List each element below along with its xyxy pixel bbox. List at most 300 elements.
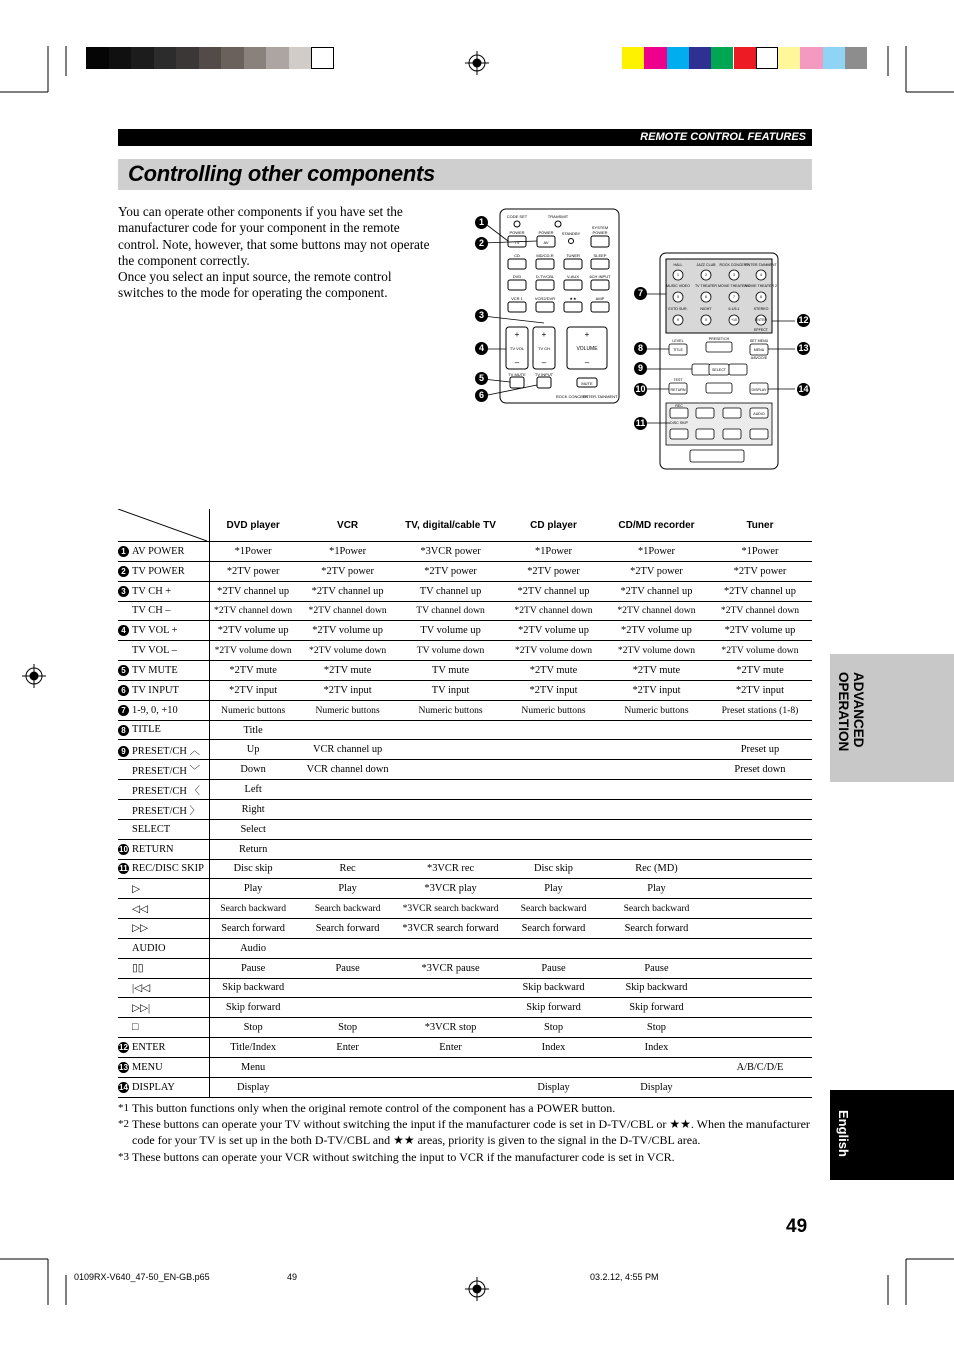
row-number-badge — [118, 645, 129, 656]
row-number-badge: 9 — [118, 746, 129, 757]
table-row — [118, 601, 812, 621]
remote-label: + — [584, 330, 590, 339]
language-tab — [830, 1090, 954, 1180]
registration-mark-bottom — [465, 1277, 489, 1301]
table-cell: Audio — [210, 938, 296, 958]
remote-label: + — [514, 330, 520, 339]
table-cell — [708, 720, 812, 740]
remote-label: POWER — [592, 230, 608, 235]
remote-label: ★★ — [569, 296, 577, 301]
function-cell — [118, 601, 210, 621]
table-cell — [296, 1057, 399, 1077]
callout-5: 5 — [475, 372, 488, 385]
table-row — [118, 1057, 812, 1077]
row-number-badge — [118, 904, 129, 915]
remote-label: ROCK CONCERT — [719, 263, 749, 267]
side-tab-label: ADVANCED OPERATION — [836, 672, 866, 752]
color-swatch — [845, 47, 867, 69]
table-cell: *2TV power — [708, 561, 812, 581]
function-label: RETURN — [132, 843, 174, 855]
table-cell: Search forward — [605, 919, 708, 939]
callout-9: 9 — [634, 362, 647, 375]
table-cell — [502, 780, 605, 800]
remote-label: + — [541, 330, 547, 339]
remote-label: TV — [514, 240, 520, 245]
table-cell: Up — [210, 740, 296, 760]
table-cell: *2TV mute — [708, 661, 812, 681]
function-cell — [118, 720, 210, 740]
table-cell: *2TV volume up — [502, 621, 605, 641]
table-cell: Play — [296, 879, 399, 899]
remote-label: TRANSMIT — [547, 214, 569, 219]
table-cell: Pause — [210, 958, 296, 978]
gray-swatch — [109, 47, 132, 69]
function-label: TITLE — [132, 724, 161, 736]
remote-label: POWER — [538, 230, 554, 235]
table-row — [118, 760, 812, 780]
footnote — [118, 1149, 818, 1165]
callout-3: 3 — [475, 309, 488, 322]
function-cell — [118, 859, 210, 879]
table-cell: *2TV channel up — [210, 581, 296, 601]
table-cell: *2TV power — [502, 561, 605, 581]
remote-label: – — [541, 358, 547, 367]
table-cell: *2TV channel up — [708, 581, 812, 601]
table-cell: *1Power — [210, 542, 296, 562]
table-cell: *2TV input — [296, 680, 399, 700]
table-row — [118, 720, 812, 740]
table-cell — [708, 1077, 812, 1097]
table-row — [118, 958, 812, 978]
table-cell: Index — [605, 1038, 708, 1058]
function-cell — [118, 760, 210, 780]
remote-label: HALL — [673, 263, 683, 267]
row-number-badge — [118, 983, 129, 994]
callout-7: 7 — [634, 287, 647, 300]
table-row — [118, 641, 812, 661]
section-header-bar: REMOTE CONTROL FEATURES — [118, 129, 812, 146]
remote-label: CODE SET — [506, 214, 528, 219]
remote-label: 0 — [705, 318, 707, 322]
remote-label: TV INPUT — [534, 372, 554, 377]
table-cell — [708, 899, 812, 919]
table-cell: *2TV channel down — [708, 601, 812, 621]
function-label: |◁◁ — [132, 982, 151, 994]
table-cell: Pause — [296, 958, 399, 978]
row-number-badge: 5 — [118, 665, 129, 676]
table-cell: *3VCR search forward — [399, 919, 502, 939]
row-number-badge: 14 — [119, 1082, 128, 1092]
remote-label: MUTE — [581, 381, 593, 386]
table-row — [118, 839, 812, 859]
table-cell: Disc skip — [502, 859, 605, 879]
remote-label: EXTD SUR. — [668, 307, 688, 311]
remote-label: 7 — [733, 295, 735, 299]
gray-swatch — [199, 47, 222, 69]
table-cell — [502, 839, 605, 859]
function-cell — [118, 561, 210, 581]
callout-1: 1 — [475, 216, 488, 229]
table-cell — [708, 998, 812, 1018]
table-cell: Skip forward — [605, 998, 708, 1018]
row-number-badge — [118, 786, 129, 797]
table-header: CD/MD recorder — [605, 509, 708, 542]
row-number-badge — [118, 824, 129, 835]
table-cell — [399, 799, 502, 819]
table-cell — [502, 740, 605, 760]
remote-label: V-AUX — [566, 274, 580, 279]
table-cell: *2TV input — [502, 680, 605, 700]
remote-label: ROCK CONCERT — [555, 394, 589, 399]
function-label: TV CH – — [132, 605, 171, 617]
remote-illustration-top — [470, 205, 650, 405]
function-label: REC/DISC SKIP — [132, 863, 204, 875]
remote-label: TUNER — [566, 253, 580, 258]
remote-label: ENTER-TAINMENT — [582, 394, 618, 399]
table-header: TV, digital/cable TV — [399, 509, 502, 542]
color-swatch — [756, 47, 778, 69]
color-swatch — [622, 47, 644, 69]
table-cell: Right — [210, 799, 296, 819]
footer-file: 0109RX-V640_47-50_EN-GB.p65 — [74, 1272, 210, 1282]
table-cell: TV volume up — [399, 621, 502, 641]
function-label: TV INPUT — [132, 684, 179, 696]
table-cell: Enter — [296, 1038, 399, 1058]
remote-label: DISPLAY — [751, 388, 767, 392]
table-row — [118, 919, 812, 939]
table-cell: *2TV volume down — [210, 641, 296, 661]
table-cell: *2TV power — [296, 561, 399, 581]
function-cell — [118, 899, 210, 919]
row-number-badge: 13 — [119, 1062, 128, 1072]
row-number-badge: 12 — [119, 1043, 128, 1053]
gray-swatch — [266, 47, 289, 69]
table-cell: Numeric buttons — [210, 700, 296, 720]
table-cell: *3VCR rec — [399, 859, 502, 879]
table-cell — [296, 819, 399, 839]
remote-label: AV — [543, 240, 549, 245]
footnote-text: This button functions only when the original remote control of the component has a POWER button. — [132, 1101, 616, 1115]
table-cell — [399, 839, 502, 859]
table-cell: VCR channel down — [296, 760, 399, 780]
remote-label: ENTER — [754, 318, 768, 322]
function-label: PRESET/CH ︿ — [132, 746, 200, 758]
table-cell — [708, 919, 812, 939]
table-cell: Left — [210, 780, 296, 800]
function-cell — [118, 581, 210, 601]
table-row — [118, 1018, 812, 1038]
table-row — [118, 542, 812, 562]
row-number-badge: 10 — [119, 844, 128, 854]
remote-label: TV MUTE — [508, 372, 526, 377]
remote-label: SET MENU — [749, 339, 769, 343]
gray-swatch — [176, 47, 199, 69]
table-cell: TV input — [399, 680, 502, 700]
table-cell: Numeric buttons — [502, 700, 605, 720]
remote-label: TV CH — [538, 346, 550, 351]
function-cell — [118, 919, 210, 939]
row-number-badge — [118, 943, 129, 954]
function-label: ▷ — [132, 883, 140, 895]
table-row — [118, 780, 812, 800]
function-label: DISPLAY — [132, 1081, 175, 1093]
table-cell: A/B/C/D/E — [708, 1057, 812, 1077]
remote-label: CD — [514, 253, 520, 258]
remote-label: 6.1/5.1 — [728, 307, 740, 311]
remote-label: VCR 1 — [511, 296, 523, 301]
table-cell — [502, 819, 605, 839]
function-label: ▯▯ — [132, 963, 144, 975]
remote-label: MD/CD-R — [536, 253, 554, 258]
table-cell — [399, 998, 502, 1018]
function-label: 1-9, 0, +10 — [132, 704, 178, 716]
remote-label: POWER — [509, 230, 525, 235]
table-row — [118, 581, 812, 601]
function-cell — [118, 879, 210, 899]
table-header: DVD player — [210, 509, 296, 542]
intro-paragraph-1: You can operate other components if you have set the manufacturer code for your component in the remote control. Note, however, that some buttons may not operate the component correctly. — [118, 204, 430, 268]
table-cell — [399, 720, 502, 740]
table-cell — [399, 938, 502, 958]
function-cell — [118, 542, 210, 562]
table-cell: *2TV volume up — [708, 621, 812, 641]
row-number-badge: 2 — [118, 566, 129, 577]
remote-label: MOVIE THEATER 1 — [717, 284, 751, 288]
page-title-bar — [118, 159, 812, 190]
table-cell: *3VCR search backward — [399, 899, 502, 919]
footnote-mark: *3 — [118, 1150, 129, 1163]
remote-label: JAZZ CLUB — [696, 263, 716, 267]
function-cell — [118, 978, 210, 998]
footnote-mark: *2 — [118, 1118, 129, 1131]
function-cell — [118, 958, 210, 978]
remote-label: VCR2/DVR — [534, 296, 556, 301]
table-cell — [296, 978, 399, 998]
table-cell — [502, 760, 605, 780]
row-number-badge — [118, 806, 129, 817]
function-label: PRESET/CH ﹀ — [132, 766, 200, 778]
footer-date: 03.2.12, 4:55 PM — [590, 1272, 659, 1282]
function-label: TV VOL – — [132, 645, 177, 657]
page-title: Controlling other components — [128, 161, 435, 186]
footnotes — [118, 1100, 818, 1165]
footnote-text: These buttons can operate your VCR without switching the input to VCR if the manufacturer code is set in VCR. — [132, 1149, 675, 1164]
gray-swatch — [289, 47, 312, 69]
table-cell — [708, 958, 812, 978]
table-cell: Skip backward — [210, 978, 296, 998]
function-cell — [118, 680, 210, 700]
remote-label: AMP — [595, 296, 605, 301]
table-row — [118, 700, 812, 720]
table-cell — [605, 819, 708, 839]
table-cell — [399, 978, 502, 998]
table-cell: *3VCR stop — [399, 1018, 502, 1038]
table-cell: Search forward — [210, 919, 296, 939]
remote-label: 1 — [677, 273, 679, 277]
table-cell — [502, 799, 605, 819]
page-number: 49 — [786, 1216, 808, 1237]
table-cell: Pause — [605, 958, 708, 978]
table-cell: Title — [210, 720, 296, 740]
table-cell — [399, 760, 502, 780]
row-number-badge: 7 — [118, 705, 129, 716]
function-label: □ — [132, 1022, 139, 1034]
remote-label: 2 — [705, 273, 707, 277]
remote-label: 9 — [677, 318, 679, 322]
color-swatch — [667, 47, 689, 69]
remote-label: 6 — [705, 295, 707, 299]
table-cell — [708, 879, 812, 899]
function-label: TV CH + — [132, 585, 172, 597]
table-header: VCR — [296, 509, 399, 542]
remote-label: 4 — [760, 273, 762, 277]
color-swatch — [644, 47, 666, 69]
remote-label: 8 — [760, 295, 762, 299]
function-label: TV MUTE — [132, 664, 178, 676]
row-number-badge — [118, 963, 129, 974]
table-cell: *2TV channel down — [210, 601, 296, 621]
table-cell: *2TV volume down — [605, 641, 708, 661]
gray-swatch — [154, 47, 177, 69]
table-cell: *3VCR play — [399, 879, 502, 899]
control-function-table — [118, 509, 812, 1098]
table-cell: Rec (MD) — [605, 859, 708, 879]
registration-mark-left — [22, 664, 46, 688]
table-cell: *2TV channel up — [502, 581, 605, 601]
table-cell: Search backward — [296, 899, 399, 919]
function-label: ▷▷ — [132, 923, 148, 935]
remote-label: STEREO — [753, 307, 769, 311]
advanced-operation-tab — [830, 654, 954, 782]
table-cell — [605, 839, 708, 859]
table-cell: Play — [502, 879, 605, 899]
table-cell — [708, 978, 812, 998]
footer-page: 49 — [287, 1272, 298, 1282]
table-cell — [708, 938, 812, 958]
footnote — [118, 1116, 818, 1148]
remote-label: A/B/C/D/E — [750, 356, 768, 360]
table-cell: Select — [210, 819, 296, 839]
remote-label: SYSTEM — [591, 225, 609, 230]
table-cell: TV volume down — [399, 641, 502, 661]
table-cell: Index — [502, 1038, 605, 1058]
table-cell — [399, 1057, 502, 1077]
table-cell — [399, 819, 502, 839]
table-cell: Rec — [296, 859, 399, 879]
table-cell: Skip backward — [502, 978, 605, 998]
remote-label: STANDBY — [561, 231, 581, 236]
function-label: ▷▷| — [132, 1002, 151, 1014]
table-cell: *2TV input — [708, 680, 812, 700]
table-row — [118, 859, 812, 879]
table-cell: Play — [210, 879, 296, 899]
table-cell: *3VCR power — [399, 542, 502, 562]
color-swatch — [711, 47, 733, 69]
remote-label: TV VOL — [509, 346, 525, 351]
table-cell: Stop — [502, 1018, 605, 1038]
function-label: TV VOL + — [132, 625, 178, 637]
remote-label: TEST — [673, 378, 683, 382]
function-cell — [118, 621, 210, 641]
table-cell — [296, 1077, 399, 1097]
table-cell — [605, 799, 708, 819]
remote-label: NIGHT — [700, 307, 712, 311]
table-cell — [399, 740, 502, 760]
table-row — [118, 998, 812, 1018]
function-cell — [118, 1077, 210, 1097]
table-cell — [502, 938, 605, 958]
table-cell: Menu — [210, 1057, 296, 1077]
table-cell: *2TV mute — [296, 661, 399, 681]
table-cell: *2TV volume up — [296, 621, 399, 641]
table-cell: Pause — [502, 958, 605, 978]
table-cell: TV mute — [399, 661, 502, 681]
table-cell: *2TV power — [399, 561, 502, 581]
callout-2: 2 — [475, 237, 488, 250]
table-cell: Skip forward — [210, 998, 296, 1018]
table-cell — [296, 799, 399, 819]
remote-label: 5 — [677, 295, 679, 299]
remote-label: TITLE — [673, 348, 683, 352]
function-cell — [118, 1038, 210, 1058]
table-cell: *2TV channel down — [605, 601, 708, 621]
table-cell: *2TV power — [605, 561, 708, 581]
remote-label: LEVEL — [672, 339, 684, 343]
table-row — [118, 1038, 812, 1058]
function-label: AUDIO — [132, 942, 166, 954]
table-row — [118, 661, 812, 681]
table-row — [118, 899, 812, 919]
remote-label: DVD — [512, 274, 522, 279]
table-cell: Down — [210, 760, 296, 780]
function-label: PRESET/CH 〈 — [132, 785, 200, 797]
table-cell — [708, 780, 812, 800]
table-cell: Preset down — [708, 760, 812, 780]
table-row — [118, 621, 812, 641]
table-cell: Disc skip — [210, 859, 296, 879]
table-cell — [708, 819, 812, 839]
callout-13: 13 — [798, 343, 809, 353]
table-cell — [605, 780, 708, 800]
table-cell: *1Power — [502, 542, 605, 562]
row-number-badge — [118, 924, 129, 935]
remote-label: MOVIE THEATER 2 — [744, 284, 778, 288]
table-row — [118, 819, 812, 839]
remote-label: SLEEP — [593, 253, 607, 258]
intro-paragraph-2: Once you select an input source, the remote control switches to the mode for operating the component. — [118, 269, 392, 301]
row-number-badge — [118, 1022, 129, 1033]
table-cell: Stop — [605, 1018, 708, 1038]
remote-label: EFFECT — [754, 328, 768, 332]
table-cell — [502, 1057, 605, 1077]
table-cell: *2TV volume up — [605, 621, 708, 641]
gray-swatch — [221, 47, 244, 69]
table-cell: Preset stations (1-8) — [708, 700, 812, 720]
table-cell: *1Power — [708, 542, 812, 562]
row-number-badge — [118, 606, 129, 617]
row-number-badge: 3 — [118, 586, 129, 597]
table-cell: *2TV channel down — [296, 601, 399, 621]
table-row — [118, 799, 812, 819]
callout-8: 8 — [634, 342, 647, 355]
function-cell — [118, 998, 210, 1018]
remote-label: AUDIO — [753, 412, 765, 416]
table-cell: *2TV volume down — [708, 641, 812, 661]
table-header: Tuner — [708, 509, 812, 542]
table-cell: Numeric buttons — [605, 700, 708, 720]
remote-label: PRESET/CH — [708, 337, 730, 341]
table-cell: Display — [502, 1077, 605, 1097]
